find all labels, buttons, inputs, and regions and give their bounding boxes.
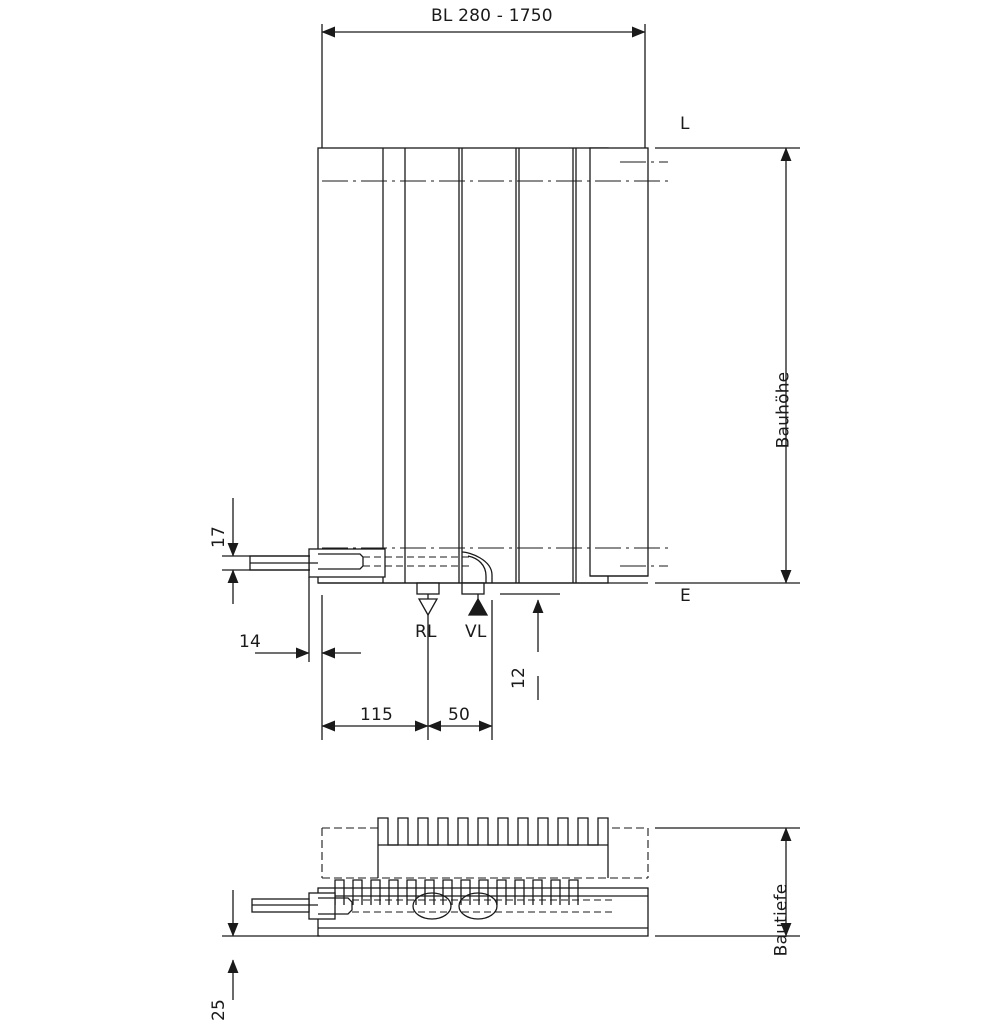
label-vl: VL bbox=[465, 622, 487, 642]
label-bautiefe: Bautiefe bbox=[771, 883, 792, 957]
label-dim-17: 17 bbox=[209, 525, 230, 549]
radiator-front-view bbox=[318, 148, 648, 583]
label-bauhoehe: Bauhöhe bbox=[773, 371, 794, 449]
dimension-bauhoehe bbox=[655, 148, 800, 583]
label-dim-115: 115 bbox=[360, 705, 394, 725]
label-rl: RL bbox=[415, 622, 437, 642]
dimension-17 bbox=[222, 498, 310, 604]
label-dim-25: 25 bbox=[209, 998, 230, 1021]
connection-stubs bbox=[417, 583, 484, 594]
label-dim-50: 50 bbox=[448, 705, 471, 725]
radiator-side-view bbox=[252, 818, 648, 936]
convector-fins bbox=[378, 818, 608, 878]
label-dim-12: 12 bbox=[509, 666, 530, 690]
side-connector-assembly bbox=[250, 549, 385, 577]
label-bl-width: BL 280 - 1750 bbox=[431, 6, 553, 26]
label-bottom-marker-e: E bbox=[680, 586, 691, 606]
dimension-bl-width bbox=[322, 24, 645, 150]
label-dim-14: 14 bbox=[239, 632, 262, 652]
dimension-14 bbox=[255, 577, 361, 740]
label-top-marker-l: L bbox=[680, 114, 690, 134]
rl-symbol-icon bbox=[419, 599, 437, 615]
convector-fins-lower bbox=[335, 880, 578, 905]
vl-symbol-icon bbox=[469, 599, 487, 615]
